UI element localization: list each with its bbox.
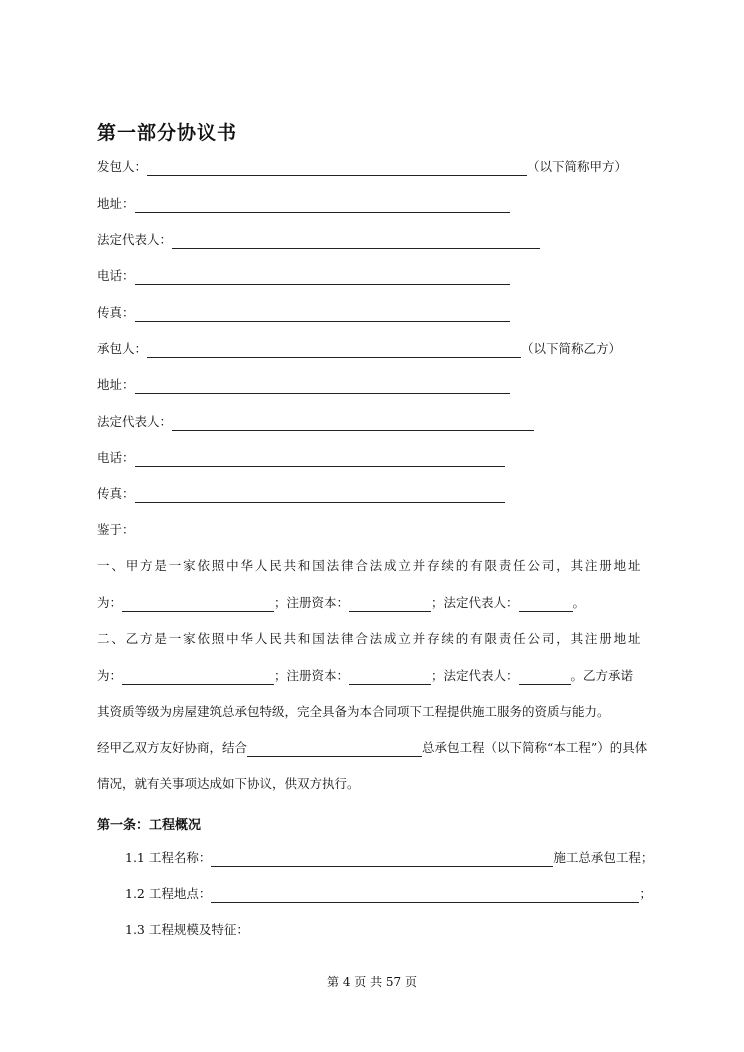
party-a-contractor-suffix: （以下简称甲方） (527, 159, 628, 174)
page-title: 第一部分协议书 (97, 122, 238, 144)
party-a-phone-field[interactable] (135, 270, 510, 285)
negotiation-line2: 情况，就有关事项达成如下协议，供双方执行。 (97, 776, 360, 791)
party-b-fax-field[interactable] (135, 488, 505, 503)
party-a-address-line (97, 195, 510, 213)
clause-two-rep-field[interactable] (519, 670, 571, 685)
party-b-fax-label: 传真： (97, 486, 135, 501)
party-a-address-field[interactable] (135, 198, 510, 213)
party-a-address-label: 地址： (97, 196, 135, 211)
party-b-contractor-line (97, 340, 621, 358)
clause-one-prefix: 为： (97, 595, 123, 610)
page-footer: 第 4 页 共 57 页 (327, 975, 417, 989)
party-a-phone-label: 电话： (97, 268, 135, 283)
clause-one-rep-label: ；法定代表人： (431, 595, 519, 610)
party-a-contractor-label: 发包人： (97, 159, 148, 174)
party-a-legal-rep-label: 法定代表人： (97, 232, 173, 247)
party-a-legal-rep-line (97, 231, 540, 249)
party-a-contractor-field[interactable] (147, 161, 527, 176)
item1-suffix: 施工总承包工程； (553, 850, 654, 865)
negotiation-suffix: 总承包工程（以下简称“本工程”）的具体 (422, 740, 648, 755)
party-a-fax-label: 传真： (97, 305, 135, 320)
party-a-fax-field[interactable] (135, 307, 510, 322)
party-b-phone-label: 电话： (97, 450, 135, 465)
party-b-phone-line (97, 449, 505, 467)
item2-label: 1.2 工程地点： (125, 886, 212, 901)
party-b-contractor-field[interactable] (147, 343, 521, 358)
party-b-legal-rep-line (97, 413, 534, 431)
clause-two-prefix: 为： (97, 668, 123, 683)
party-a-contractor-line (97, 158, 627, 176)
clause-one-line1: 一、甲方是一家依照中华人民共和国法律合法成立并存续的有限责任公司，其注册地址 (97, 558, 642, 573)
negotiation-line1 (97, 739, 647, 757)
article-one-item3: 1.3 工程规模及特征： (125, 922, 249, 937)
party-b-address-field[interactable] (135, 379, 510, 394)
clause-two-line3: 其资质等级为房屋建筑总承包特级，完全具备为本合同项下工程提供施工服务的资质与能力。 (97, 704, 610, 719)
clause-two-capital-label: ；注册资本： (274, 668, 350, 683)
clause-two-rep-label: ；法定代表人： (431, 668, 519, 683)
negotiation-prefix: 经甲乙双方友好协商，结合 (97, 740, 248, 755)
party-b-address-label: 地址： (97, 377, 135, 392)
party-b-phone-field[interactable] (135, 452, 505, 467)
item2-suffix: ； (639, 886, 652, 901)
clause-one-capital-field[interactable] (349, 597, 431, 612)
party-b-fax-line (97, 485, 505, 503)
clause-one-line2 (97, 594, 585, 612)
party-b-legal-rep-label: 法定代表人： (97, 414, 173, 429)
party-a-phone-line (97, 267, 510, 285)
article-one-item1 (125, 849, 653, 867)
clause-one-address-field[interactable] (122, 597, 274, 612)
clause-two-line1: 二、乙方是一家依照中华人民共和国法律合法成立并存续的有限责任公司，其注册地址 (97, 631, 642, 646)
clause-two-line2 (97, 667, 633, 685)
party-a-legal-rep-field[interactable] (172, 234, 540, 249)
clause-two-capital-field[interactable] (349, 670, 431, 685)
article-one-heading: 第一条：工程概况 (97, 818, 202, 833)
clause-one-end: 。 (572, 595, 586, 610)
clause-one-capital-label: ；注册资本： (274, 595, 350, 610)
item1-label: 1.1 工程名称： (125, 850, 212, 865)
whereas-label: 鉴于： (97, 522, 135, 537)
clause-one-rep-field[interactable] (519, 597, 573, 612)
party-a-fax-line (97, 304, 510, 322)
party-b-contractor-suffix: （以下简称乙方） (521, 341, 622, 356)
project-location-field[interactable] (211, 888, 639, 903)
party-b-contractor-label: 承包人： (97, 341, 148, 356)
project-name-field[interactable] (247, 742, 422, 757)
article-one-item2 (125, 885, 652, 903)
clause-two-end: 。乙方承诺 (570, 668, 634, 683)
party-b-legal-rep-field[interactable] (172, 416, 534, 431)
project-title-field[interactable] (211, 852, 553, 867)
clause-two-address-field[interactable] (122, 670, 274, 685)
party-b-address-line (97, 376, 510, 394)
